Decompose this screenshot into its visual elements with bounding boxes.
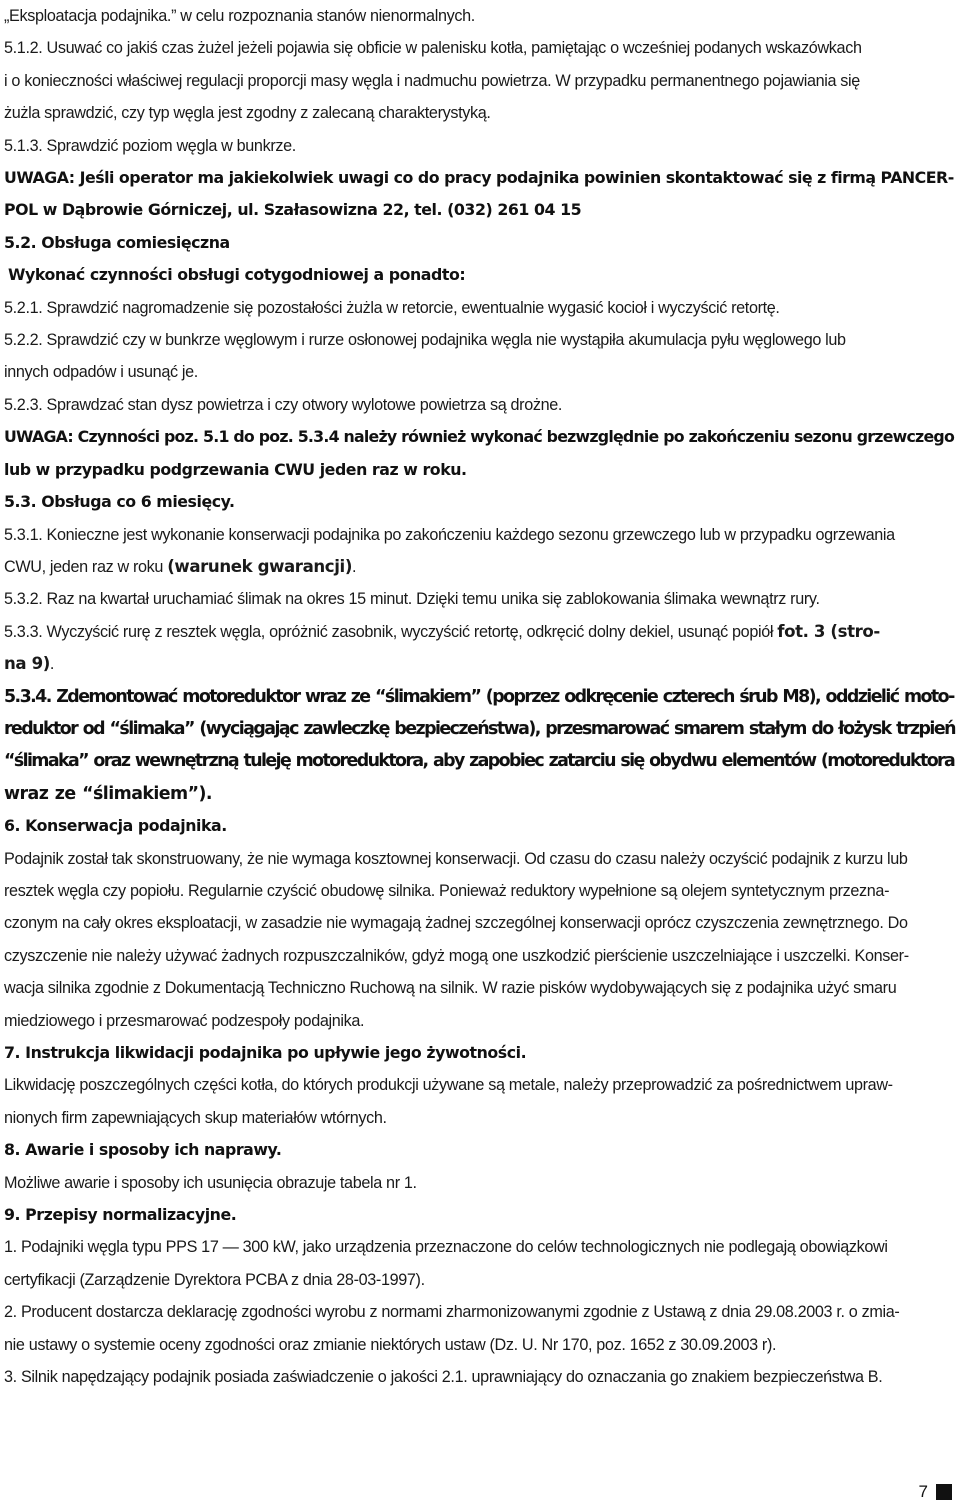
text-line-main: Podajnik został tak skonstruowany, że nie wymaga kosztownej konserwacji. Od czasu do czasu należy oczyścić podajnik z kurzu lub [4,849,908,868]
text-line-main: 9. Przepisy normalizacyjne. [4,1205,237,1225]
text-line-main: certyfikacji (Zarządzenie Dyrektora PCBA z dnia 28-03-1997). [4,1270,425,1289]
text-line-l12 [4,356,956,388]
text-line-l02 [4,32,956,64]
text-line-main: 5.3.4. Zdemontować motoreduktor wraz ze “ślimakiem” (poprzez odkręcenie czterech śrub M8), oddzielić moto- [4,686,954,707]
text-line-main: nie ustawy o systemie oceny zgodności oraz zmianie niektórych ustaw (Dz. U. Nr 170, poz. 1652 z 30.09.2003 r). [4,1335,777,1354]
text-line-l08 [4,227,956,259]
text-emphasis: na 9) [4,654,50,674]
text-line-main: 7. Instrukcja likwidacji podajnika po upływie jego żywotności. [4,1043,527,1062]
page-footer [919,1481,952,1503]
text-line-main: Wykonać czynności obsługi cotygodniowej a ponadto: [8,265,466,285]
text-line-l10 [4,292,956,324]
text-line-main: CWU, jeden raz w roku [4,557,168,576]
text-line-l05 [4,130,956,162]
text-line-main: 5.3. Obsługa co 6 miesięcy. [4,492,235,512]
text-line-l40 [4,1264,956,1296]
document-body [4,0,956,1393]
text-line-l06 [4,162,956,194]
text-line-l20 [4,616,956,648]
text-line-main: 5.1.2. Usuwać co jakiś czas żużel jeżeli pojawia się obficie w palenisku kotła, pamiętając o wcześniej podanych wskazówkach [4,39,862,58]
text-line-main: żużla sprawdzić, czy typ węgla jest zgodny z zalecaną charakterystyką. [4,104,491,123]
text-line-l24 [4,745,956,777]
text-line-main: „Eksploatacja podajnika.” w celu rozpoznania stanów nienormalnych. [4,7,475,25]
text-line-main: 3. Silnik napędzający podajnik posiada zaświadczenie o jakości 2.1. uprawniający do oznaczania go znakiem bezpieczeństwa B. [4,1368,883,1387]
page-number: 7 [918,1482,928,1501]
text-line-l16 [4,486,956,518]
text-line-main: 5.3.3. Wyczyścić rurę z resztek węgla, opróżnić zasobnik, wyczyścić retortę, odkręcić dolny dekiel, usunąć popiół [4,622,778,641]
text-line-l32 [4,1005,956,1037]
text-line-l27 [4,843,956,875]
text-line-main: Możliwe awarie i sposoby ich usunięcia obrazuje tabela nr 1. [4,1173,417,1192]
text-line-main: 5.2. Obsługa comiesięczna [4,232,230,252]
text-tail: . [352,557,357,576]
text-line-l39 [4,1231,956,1263]
text-line-l25 [4,778,956,810]
text-line-l14 [4,421,956,453]
text-line-main: 5.2.3. Sprawdzać stan dysz powietrza i czy otwory wylotowe powietrza są drożne. [4,395,563,414]
text-line-main: czyszczenie nie należy używać żadnych rozpuszczalników, gdyż mogą one uszkodzić pierścienie uszczelniające i uszczelki. Konser- [4,946,909,965]
text-line-l07 [4,194,956,226]
text-line-l03 [4,65,956,97]
text-line-main: 5.3.1. Konieczne jest wykonanie konserwacji podajnika po zakończeniu każdego sezonu grzewczego lub w przypadku ogrzewania [4,525,895,544]
text-line-main: 2. Producent dostarcza deklarację zgodności wyrobu z normami zharmonizowanymi zgodnie z Ustawą z dnia 29.08.2003 r. o zmia- [4,1303,900,1322]
text-line-l11 [4,324,956,356]
text-line-l26 [4,810,956,842]
text-line-main: 5.2.1. Sprawdzić nagromadzenie się pozostałości żużla w retorcie, ewentualnie wygasić kocioł i wyczyścić retortę. [4,298,780,317]
text-line-l21 [4,648,956,680]
text-line-main: wraz ze “ślimakiem”). [4,783,212,804]
text-line-l19 [4,583,956,615]
text-line-l18 [4,551,956,583]
text-line-l36 [4,1134,956,1166]
text-line-l15 [4,454,956,486]
text-line-main: 1. Podajniki węgla typu PPS 17 — 300 kW, jako urządzenia przeznaczone do celów technologicznych nie podlegają obowiązkowi [4,1238,888,1257]
text-emphasis: fot. 3 (stro- [777,621,880,641]
text-line-l30 [4,940,956,972]
text-line-main: 8. Awarie i sposoby ich naprawy. [4,1140,282,1160]
text-line-l22 [4,681,956,713]
text-line-main: 5.1.3. Sprawdzić poziom węgla w bunkrze. [4,136,296,155]
text-line-main: resztek węgla czy popiołu. Regularnie czyścić obudowę silnika. Ponieważ reduktory wypełnione są olejem syntetycznym przezna- [4,881,890,900]
page-marker-square [936,1484,952,1500]
text-line-l09 [4,259,956,291]
text-line-l43 [4,1361,956,1393]
text-line-main: i o konieczności właściwej regulacji proporcji masy węgla i nadmuchu powietrza. W przypadku permanentnego pojawiania się [4,71,860,90]
text-line-l29 [4,907,956,939]
text-line-main: 6. Konserwacja podajnika. [4,816,227,836]
text-line-l38 [4,1199,956,1231]
text-line-main: “ślimaka” oraz wewnętrzną tuleję motoreduktora, aby zapobiec zatarciu się obydwu elementów (motoreduktora [4,751,955,772]
text-line-l37 [4,1167,956,1199]
text-line-l13 [4,389,956,421]
text-line-l23 [4,713,956,745]
text-line-main: lub w przypadku podgrzewania CWU jeden raz w roku. [4,459,467,479]
text-line-main: Likwidację poszczególnych części kotła, do których produkcji używane są metale, należy przeprowadzić za pośrednictwem upraw- [4,1076,893,1095]
text-line-l04 [4,97,956,129]
text-line-l33 [4,1037,956,1069]
text-line-main: wacja silnika zgodnie z Dokumentacją Techniczno Ruchową na silnik. W razie pisków wydobywających się z podajnika użyć smaru [4,979,897,998]
text-line-main: czonym na cały okres eksploatacji, w zasadzie nie wymagają żadnej szczególnej konserwacji oprócz czyszczenia zewnętrznego. Do [4,914,908,933]
text-line-main: miedziowego i przesmarować podzespoły podajnika. [4,1011,365,1030]
text-line-l34 [4,1069,956,1101]
text-line-main: reduktor od “ślimaka” (wyciągając zawleczkę bezpieczeństwa), przesmarować smarem stałym do łożysk trzpień [4,718,955,739]
text-emphasis: (warunek gwarancji) [167,556,353,576]
text-tail: . [49,655,55,674]
text-line-main: 5.3.2. Raz na kwartał uruchamiać ślimak na okres 15 minut. Dzięki temu unika się zablokowania ślimaka wewnątrz rury. [4,590,820,609]
text-line-main: UWAGA: Czynności poz. 5.1 do poz. 5.3.4 należy również wykonać bezwzględnie po zakończeniu sezonu grzewczego [4,427,955,447]
text-line-main: innych odpadów i usunąć je. [4,363,198,382]
text-line-l42 [4,1329,956,1361]
text-line-l31 [4,972,956,1004]
text-line-main: UWAGA: Jeśli operator ma jakiekolwiek uwagi co do pracy podajnika powinien skontaktować się z firmą PANCER- [4,168,954,188]
text-line-l17 [4,519,956,551]
text-line-l41 [4,1296,956,1328]
text-line-l35 [4,1102,956,1134]
text-line-l28 [4,875,956,907]
text-line-main: POL w Dąbrowie Górniczej, ul. Szałasowizna 22, tel. (032) 261 04 15 [4,200,582,220]
text-line-main: 5.2.2. Sprawdzić czy w bunkrze węglowym i rurze osłonowej podajnika węgla nie wystąpiła akumulacja pyłu węglowego lub [4,331,846,350]
text-line-l01 [4,0,956,32]
text-line-main: nionych firm zapewniających skup materiałów wtórnych. [4,1108,387,1127]
